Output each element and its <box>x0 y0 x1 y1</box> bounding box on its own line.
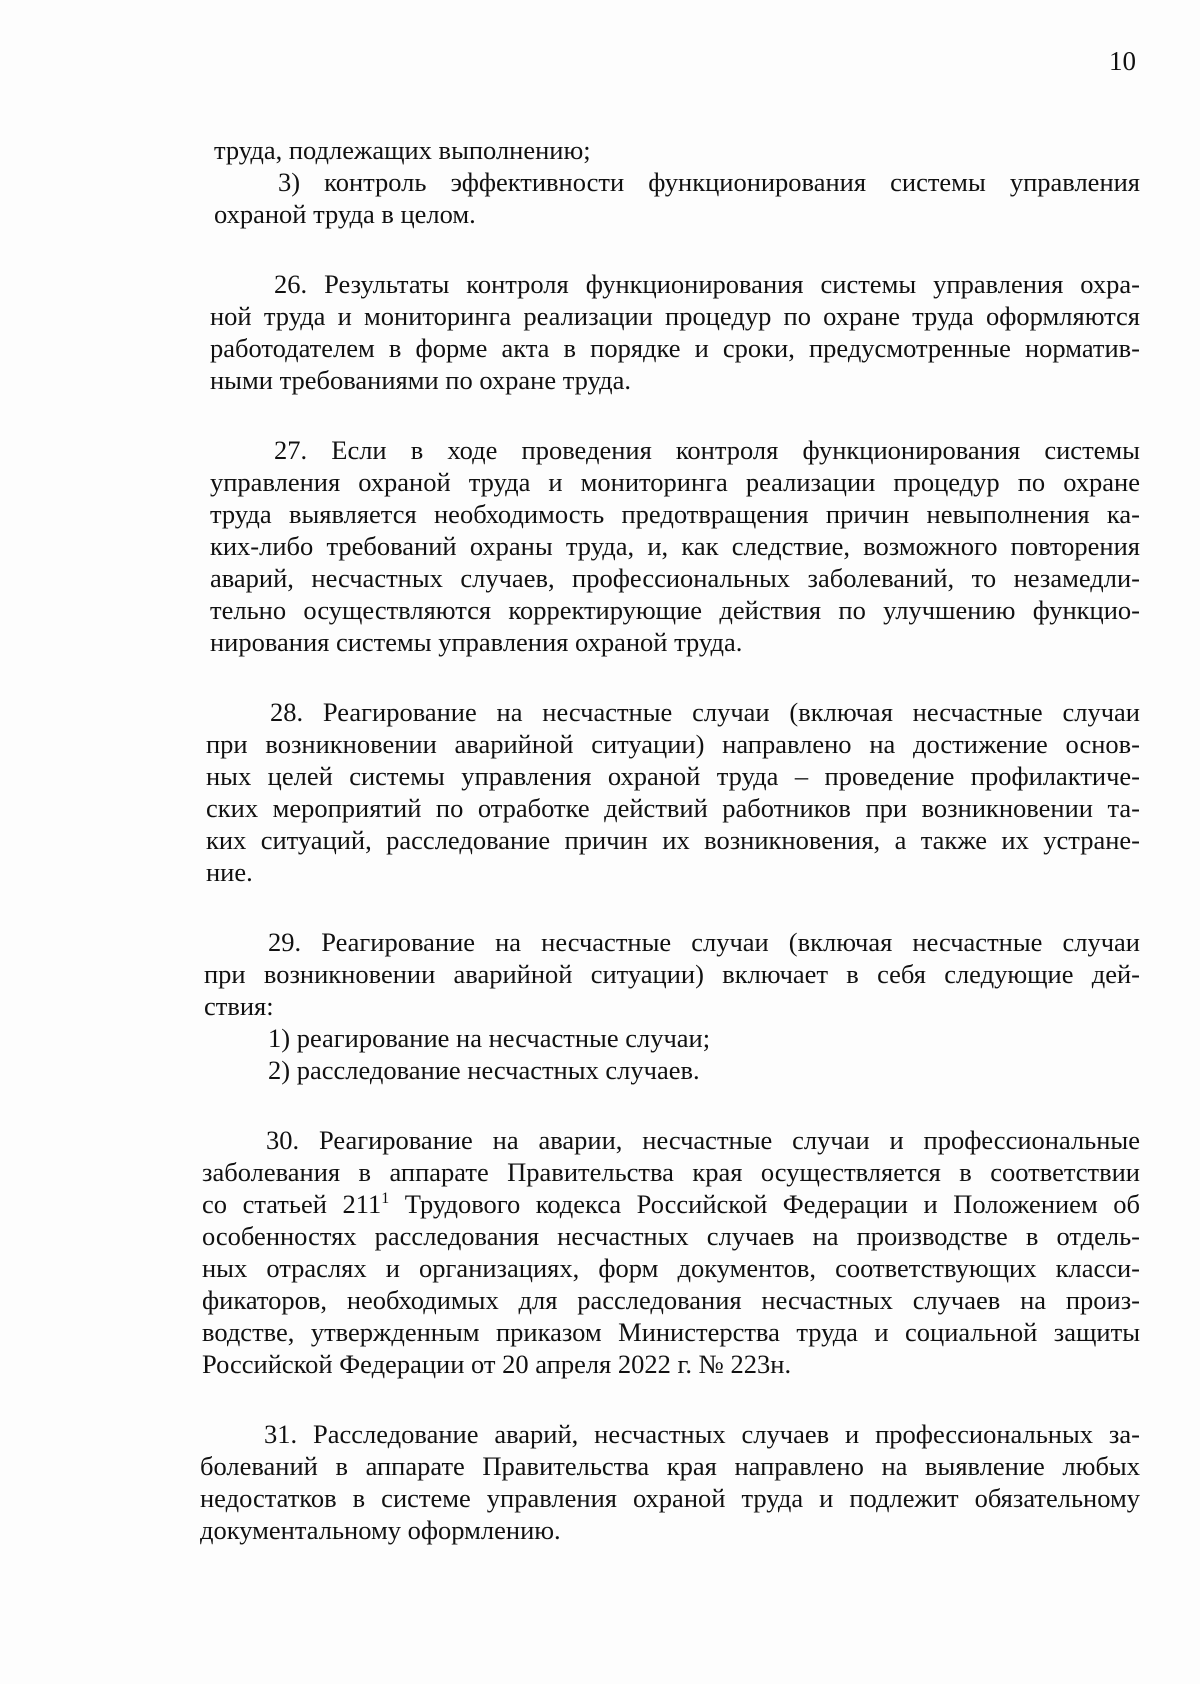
text-fragment: Трудового кодекса Российской Федерации и Положением об <box>389 1189 1141 1219</box>
text-line: тельно осуществляются корректирующие действия по улучшению функцио- <box>210 595 1140 625</box>
page-number: 10 <box>1109 46 1136 76</box>
text-line: 3) контроль эффективности функционирования системы управления <box>278 167 1140 197</box>
text-line: 28. Реагирование на несчастные случаи (включая несчастные случаи <box>270 697 1140 727</box>
text-line: охраной труда в целом. <box>214 199 476 229</box>
paragraph-29 <box>204 926 1140 1086</box>
text-line: заболевания в аппарате Правительства края осуществляется в соответствии <box>202 1157 1140 1187</box>
paragraph-monitoring-continuation <box>214 134 1140 230</box>
text-line: 30. Реагирование на аварии, несчастные случаи и профессиональные <box>266 1125 1140 1155</box>
text-line: ских мероприятий по отработке действий работников при возникновении та- <box>206 793 1140 823</box>
text-line: при возникновении аварийной ситуации) включает в себя следующие дей- <box>204 959 1140 989</box>
text-line: труда, подлежащих выполнению; <box>214 135 591 165</box>
text-line: нирования системы управления охраной труда. <box>210 627 743 657</box>
text-line: ной труда и мониторинга реализации процедур по охране труда оформляются <box>210 301 1140 331</box>
text-fragment: со статьей 211 <box>202 1189 382 1219</box>
text-line: аварий, несчастных случаев, профессиональных заболеваний, то незамедли- <box>210 563 1140 593</box>
text-line: 26. Результаты контроля функционирования системы управления охра- <box>274 269 1140 299</box>
text-line: болеваний в аппарате Правительства края направлено на выявление любых <box>200 1451 1140 1481</box>
text-line: ными требованиями по охране труда. <box>210 365 631 395</box>
text-line: ствия: <box>204 991 274 1021</box>
text-line: ных целей системы управления охраной труда – проведение профилактиче- <box>206 761 1140 791</box>
text-line: Российской Федерации от 20 апреля 2022 г. № 223н. <box>202 1349 792 1379</box>
text-line: ных отраслях и организациях, форм документов, соответствующих класси- <box>202 1253 1140 1283</box>
paragraph-26 <box>210 268 1140 396</box>
text-line: ких ситуаций, расследование причин их возникновения, а также их устране- <box>206 825 1140 855</box>
document-body <box>200 134 1141 1546</box>
text-line: ких-либо требований охраны труда, и, как следствие, возможного повторения <box>210 531 1140 561</box>
text-line: водстве, утвержденным приказом Министерства труда и социальной защиты <box>202 1317 1140 1347</box>
paragraph-27 <box>210 434 1140 658</box>
text-line: при возникновении аварийной ситуации) направлено на достижение основ- <box>206 729 1140 759</box>
text-line: управления охраной труда и мониторинга реализации процедур по охране <box>210 467 1140 497</box>
paragraph-30 <box>202 1124 1140 1380</box>
list-item: 1) реагирование на несчастные случаи; <box>268 1023 711 1053</box>
paragraph-gap <box>214 230 1140 268</box>
paragraph-28 <box>206 696 1140 888</box>
text-line: работодателем в форме акта в порядке и сроки, предусмотренные норматив- <box>210 333 1140 363</box>
paragraph-31 <box>200 1418 1140 1546</box>
text-line-with-superscript <box>202 1188 1140 1220</box>
text-line: 31. Расследование аварий, несчастных случаев и профессиональных за- <box>264 1419 1140 1449</box>
paragraph-gap <box>214 396 1140 434</box>
text-line: фикаторов, необходимых для расследования несчастных случаев на произ- <box>202 1285 1140 1315</box>
paragraph-gap <box>214 658 1140 696</box>
text-line: особенностях расследования несчастных случаев на производстве в отдель- <box>202 1221 1140 1251</box>
paragraph-gap <box>214 1086 1140 1124</box>
text-line: 29. Реагирование на несчастные случаи (включая несчастные случаи <box>268 927 1140 957</box>
text-line: труда выявляется необходимость предотвращения причин невыполнения ка- <box>210 499 1140 529</box>
paragraph-gap <box>214 1380 1140 1418</box>
text-line: 27. Если в ходе проведения контроля функционирования системы <box>274 435 1140 465</box>
text-line: документальному оформлению. <box>200 1515 561 1545</box>
list-item: 2) расследование несчастных случаев. <box>268 1055 700 1085</box>
paragraph-gap <box>214 888 1140 926</box>
text-line: недостатков в системе управления охраной труда и подлежит обязательному <box>200 1483 1140 1513</box>
text-line: ние. <box>206 857 253 887</box>
superscript: 1 <box>381 1190 390 1208</box>
